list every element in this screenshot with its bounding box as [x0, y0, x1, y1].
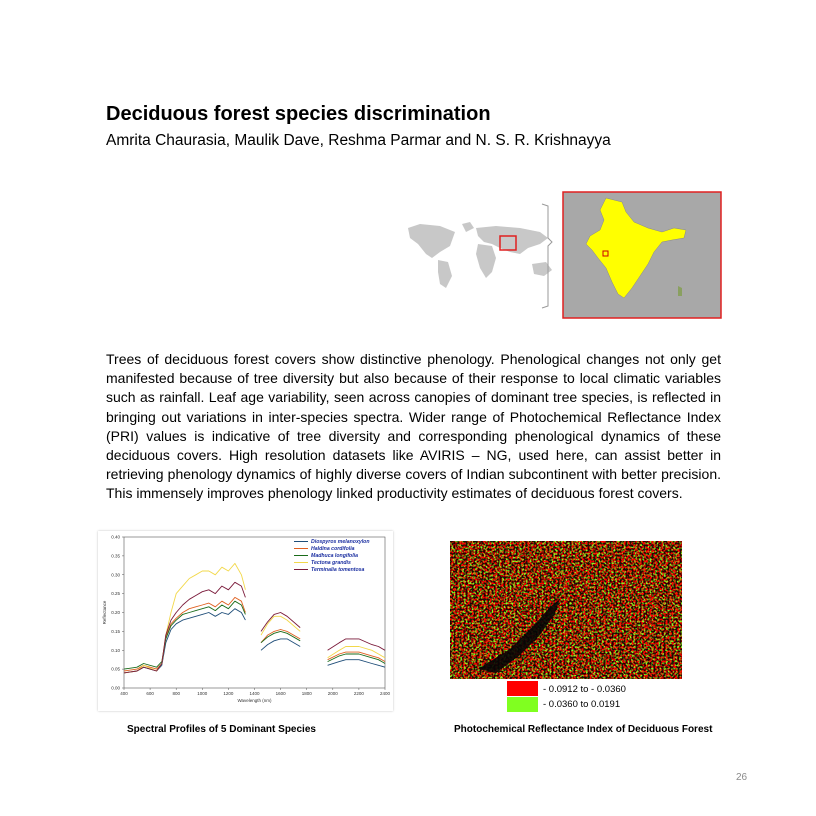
x-tick-label: 600 — [146, 691, 154, 696]
x-axis-label: Wavelength (nm) — [237, 698, 272, 703]
y-tick-label: 0.25 — [111, 591, 120, 597]
y-axis-label: Reflectance — [102, 600, 107, 625]
article-title: Deciduous forest species discrimination — [106, 103, 491, 125]
x-tick-label: 1400 — [249, 691, 260, 696]
x-tick-label: 800 — [172, 691, 180, 696]
x-tick-label: 2000 — [327, 691, 338, 696]
y-tick-label: 0.40 — [111, 534, 120, 540]
legend-label-4: Tectona grandis — [311, 560, 351, 566]
spectral-caption: Spectral Profiles of 5 Dominant Species — [127, 724, 316, 735]
spectral-profiles-chart — [98, 531, 393, 711]
spectral-chart-panel — [98, 531, 393, 711]
x-tick-label: 1200 — [223, 691, 234, 696]
pri-legend-swatch-high — [507, 697, 538, 712]
legend-label-2: Haldina cordifolia — [311, 546, 355, 552]
x-tick-label: 2200 — [353, 691, 364, 696]
x-tick-label: 1800 — [301, 691, 312, 696]
x-tick-label: 1600 — [275, 691, 286, 696]
location-map — [400, 188, 725, 321]
y-tick-label: 0.15 — [111, 628, 120, 634]
legend-label-1: Diospyros melanoxylon — [311, 539, 370, 545]
india-inset-map — [563, 192, 721, 318]
x-tick-label: 2400 — [379, 691, 391, 696]
body-paragraph: Trees of deciduous forest covers show distinctive phenology. Phenological changes not only get manifested because of tree diversity but also because of their response to local climatic variables such as rainfall. Leaf age variability, seen across canopies of dominant tree species, is reflected in bringing out variations in inter-species spectra. Wider range of Photochemical Reflectance Index (PRI) values is indicative of tree diversity and corresponding phenological dynamics of these deciduous covers. High resolution datasets like AVIRIS – NG, used here, can assist better in retrieving phenology dynamics of highly diverse covers of Indian subcontinent with better precision. This immensely improves phenology linked productivity estimates of deciduous forest covers. — [106, 351, 721, 502]
page-number: 26 — [736, 772, 748, 783]
legend-label-5: Terminalia tomentosa — [311, 567, 365, 573]
y-tick-label: 0.10 — [111, 647, 120, 653]
x-tick-label: 1000 — [197, 691, 208, 696]
y-tick-label: 0.00 — [111, 685, 120, 691]
series-line-1 — [124, 609, 385, 673]
pri-legend-label-low: - 0.0912 to - 0.0360 — [543, 684, 626, 695]
pri-map-image — [450, 541, 682, 679]
pri-legend-label-high: - 0.0360 to 0.0191 — [543, 699, 621, 710]
author-list: Amrita Chaurasia, Maulik Dave, Reshma Parmar and N. S. R. Krishnayya — [106, 132, 611, 149]
y-tick-label: 0.20 — [111, 610, 120, 615]
x-tick-label: 400 — [120, 691, 128, 696]
world-map — [406, 218, 556, 288]
y-tick-label: 0.35 — [111, 553, 120, 559]
y-tick-label: 0.30 — [111, 572, 120, 578]
pri-caption: Photochemical Reflectance Index of Deciduous Forest — [454, 724, 713, 735]
pri-legend-swatch-low — [507, 681, 538, 696]
legend-label-3: Madhuca longifolia — [311, 553, 358, 559]
y-tick-label: 0.05 — [111, 666, 120, 672]
